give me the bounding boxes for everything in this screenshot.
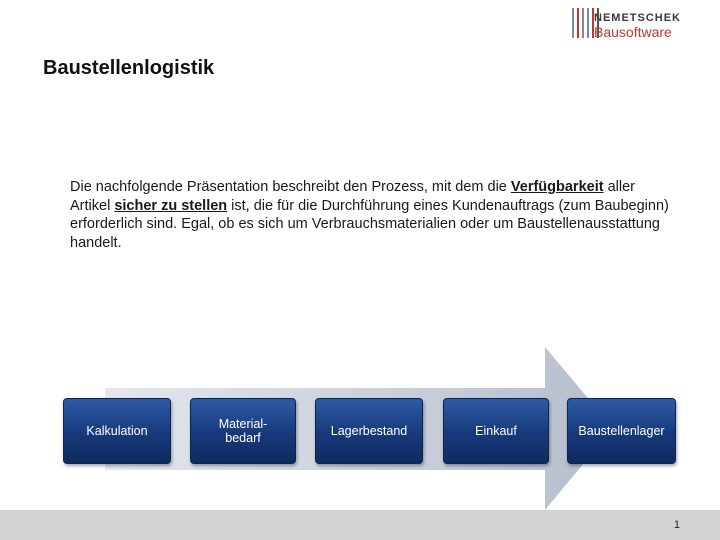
intro-text-1: Die nachfolgende Präsentation beschreibt den Prozess, mit dem die bbox=[70, 179, 511, 195]
process-step-baustellenlager: Baustellenlager bbox=[567, 398, 676, 464]
footer-bar bbox=[0, 510, 720, 540]
intro-emphasis-2: sicher zu stellen bbox=[114, 197, 228, 214]
page-number: 1 bbox=[673, 519, 680, 531]
intro-text-3: ist, die für die Durchführung eines Kundenauftrags (zum Baubeginn) erforderlich sind. Egal, ob es sich um Verbrauchsmaterialien oder um Baustellenausstattung handelt. bbox=[70, 197, 669, 251]
process-step-materialbedarf: Material- bedarf bbox=[190, 398, 296, 464]
logo-text-brand: NEMETSCHEK bbox=[594, 12, 682, 24]
intro-text-2: aller Artikel bbox=[70, 179, 635, 214]
slide-title: Baustellenlogistik bbox=[43, 57, 215, 79]
process-step-kalkulation: Kalkulation bbox=[63, 398, 171, 464]
process-step-einkauf: Einkauf bbox=[443, 398, 549, 464]
logo-text-sub: Bausoftware bbox=[594, 24, 672, 40]
intro-emphasis-1: Verfügbarkeit bbox=[510, 179, 604, 195]
process-step-lagerbestand: Lagerbestand bbox=[315, 398, 423, 464]
